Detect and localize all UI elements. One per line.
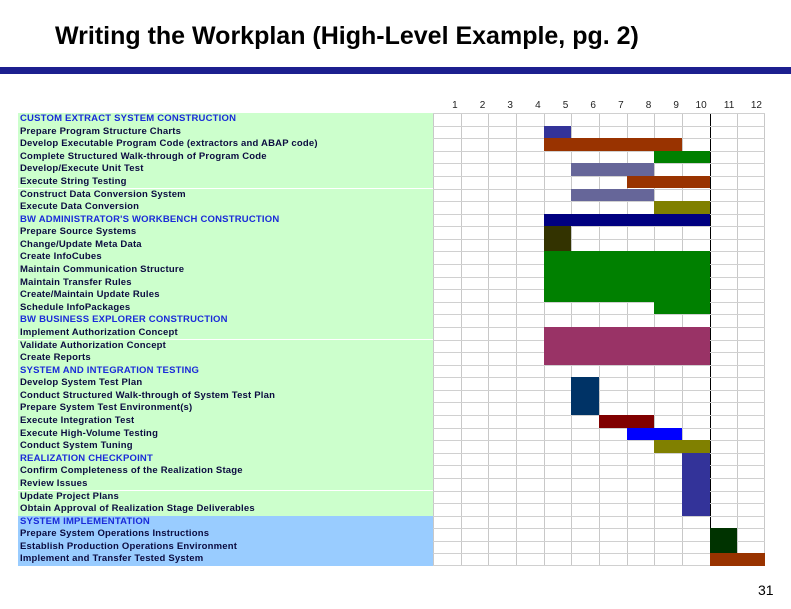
- task-row: Prepare System Operations Instructions: [18, 528, 433, 541]
- gantt-bar: [571, 189, 654, 202]
- task-row: Execute Integration Test: [18, 415, 433, 428]
- grid-line-horizontal: [433, 503, 765, 504]
- gantt-bar: [544, 214, 710, 227]
- gantt-bar: [654, 151, 709, 164]
- section-header: REALIZATION CHECKPOINT: [18, 453, 433, 466]
- task-row: Construct Data Conversion System: [18, 189, 433, 202]
- task-row: Implement and Transfer Tested System: [18, 553, 433, 566]
- task-row: Conduct System Tuning: [18, 440, 433, 453]
- month-header-10: 10: [695, 100, 707, 111]
- task-row: Complete Structured Walk-through of Program Code: [18, 151, 433, 164]
- month-header-2: 2: [479, 100, 486, 111]
- grid-line-horizontal: [433, 377, 765, 378]
- month-header-5: 5: [562, 100, 569, 111]
- grid-line-horizontal: [433, 113, 765, 114]
- page-number: 31: [758, 582, 774, 598]
- gantt-bar: [544, 226, 572, 251]
- section-header: BW ADMINISTRATOR'S WORKBENCH CONSTRUCTION: [18, 214, 433, 227]
- grid-line-horizontal: [433, 365, 765, 366]
- task-row: Prepare Source Systems: [18, 226, 433, 239]
- task-row: Develop System Test Plan: [18, 377, 433, 390]
- task-row: Create/Maintain Update Rules: [18, 289, 433, 302]
- task-row: Create InfoCubes: [18, 251, 433, 264]
- gantt-bar: [682, 453, 710, 516]
- gantt-bar: [544, 327, 710, 365]
- gantt-bar: [654, 302, 709, 315]
- month-header-6: 6: [590, 100, 596, 111]
- grid-line-horizontal: [433, 465, 765, 466]
- gantt-bar: [599, 415, 654, 428]
- gantt-bar: [544, 251, 710, 301]
- task-row: Maintain Transfer Rules: [18, 277, 433, 290]
- grid-line-horizontal: [433, 201, 765, 202]
- section-header: BW BUSINESS EXPLORER CONSTRUCTION: [18, 314, 433, 327]
- month-header-8: 8: [645, 100, 652, 111]
- grid-line-horizontal: [433, 226, 765, 227]
- task-row: Update Project Plans: [18, 491, 433, 504]
- gantt-bar: [571, 163, 654, 176]
- task-row: Execute Data Conversion: [18, 201, 433, 214]
- grid-line-horizontal: [433, 151, 765, 152]
- grid-line-horizontal: [433, 176, 765, 177]
- gantt-bar: [710, 553, 765, 566]
- gantt-bar: [627, 428, 682, 441]
- timeline-grid: [433, 113, 765, 566]
- task-row: Obtain Approval of Realization Stage Deliverables: [18, 503, 433, 516]
- gantt-bar: [544, 138, 682, 151]
- task-row: Review Issues: [18, 478, 433, 491]
- month-header-12: 12: [750, 100, 762, 111]
- task-row: Prepare Program Structure Charts: [18, 126, 433, 139]
- gantt-bar: [544, 126, 572, 139]
- task-row: Change/Update Meta Data: [18, 239, 433, 252]
- task-row: Maintain Communication Structure: [18, 264, 433, 277]
- task-row: Conduct Structured Walk-through of System Test Plan: [18, 390, 433, 403]
- month-header-11: 11: [723, 100, 735, 111]
- section-header: SYSTEM AND INTEGRATION TESTING: [18, 365, 433, 378]
- task-row: Confirm Completeness of the Realization Stage: [18, 465, 433, 478]
- month-header-1: 1: [452, 100, 458, 111]
- task-row: Schedule InfoPackages: [18, 302, 433, 315]
- section-header: CUSTOM EXTRACT SYSTEM CONSTRUCTION: [18, 113, 433, 126]
- task-row: Execute String Testing: [18, 176, 433, 189]
- task-list: [18, 113, 433, 566]
- grid-line-horizontal: [433, 478, 765, 479]
- grid-line-horizontal: [433, 302, 765, 303]
- grid-line-horizontal: [433, 491, 765, 492]
- gantt-chart: [18, 99, 765, 566]
- task-row: Develop/Execute Unit Test: [18, 163, 433, 176]
- month-header-7: 7: [618, 100, 624, 111]
- title-underline: [0, 67, 791, 74]
- grid-line-horizontal: [433, 440, 765, 441]
- month-header-9: 9: [673, 100, 679, 111]
- grid-line-horizontal: [433, 428, 765, 429]
- grid-line-horizontal: [433, 239, 765, 240]
- grid-line-horizontal: [433, 453, 765, 454]
- gantt-bar: [571, 377, 599, 415]
- section-header: SYSTEM IMPLEMENTATION: [18, 516, 433, 529]
- grid-line-horizontal: [433, 126, 765, 127]
- month-header-4: 4: [535, 100, 541, 111]
- gantt-bar: [710, 528, 738, 553]
- grid-line-horizontal: [433, 402, 765, 403]
- task-row: Validate Authorization Concept: [18, 340, 433, 353]
- task-row: Prepare System Test Environment(s): [18, 402, 433, 415]
- task-row: Execute High-Volume Testing: [18, 428, 433, 441]
- month-header-3: 3: [507, 100, 513, 111]
- task-row: Implement Authorization Concept: [18, 327, 433, 340]
- task-row: Develop Executable Program Code (extractors and ABAP code): [18, 138, 433, 151]
- grid-line-horizontal: [433, 390, 765, 391]
- task-row: Create Reports: [18, 352, 433, 365]
- grid-line-horizontal: [433, 314, 765, 315]
- task-row: Establish Production Operations Environment: [18, 541, 433, 554]
- grid-line-horizontal: [433, 516, 765, 517]
- gantt-bar: [654, 201, 709, 214]
- gantt-bar: [627, 176, 710, 189]
- slide-title: Writing the Workplan (High-Level Example, pg. 2): [55, 22, 639, 50]
- gantt-bar: [654, 440, 709, 453]
